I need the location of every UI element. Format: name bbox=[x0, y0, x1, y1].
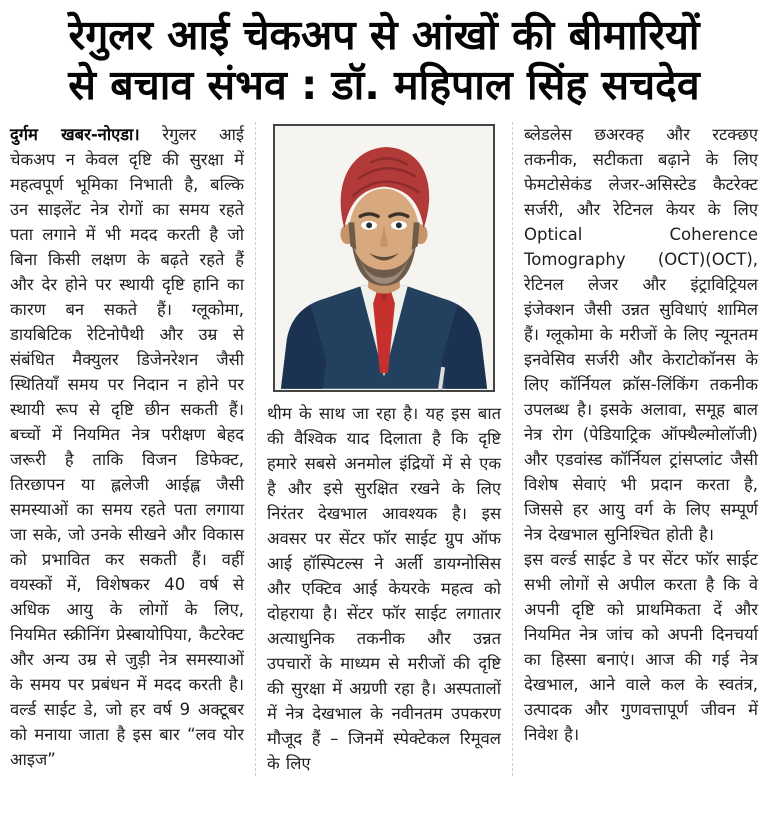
column-left-text: रेगुलर आई चेकअप न केवल दृष्टि की सुरक्षा में महत्वपूर्ण भूमिका निभाती है, बल्कि उन साइलेंट नेत्र रोगों का समय रहते पता लगाने में भी मदद करती है जो बिना किसी लक्षण के बढ़ते रहते हैं और देर होने पर स्थायी दृष्टि हानि का कारण बन सकते हैं। ग्लूकोमा, डायबिटिक रेटिनोपैथी और उम्र से संबंधित मैक्युलर डिजेनरेशन जैसी स्थितियाँ समय पर निदान न होने पर स्थायी रूप से दृष्टि छीन सकती हैं।बच्चों में नियमित नेत्र परीक्षण बेहद जरूरी है ताकि विजन डिफेक्ट, तिरछापन या ह्ललेजी आईह्ल जैसी समस्याओं का समय रहते पता लगाया जा सके, जो उनके सीखने और विकास को प्रभावित कर सकती हैं। वहीं वयस्कों में, विशेषकर 40 वर्ष से अधिक आयु के लोगों के लिए, नियमित स्क्रीनिंग प्रेस्बायोपिया, कैटरेक्ट और अन्य उम्र से जुड़ी नेत्र समस्याओं के समय पर प्रबंधन में मदद करती है।वर्ल्ड साईट डे, जो हर वर्ष 9 अक्टूबर को मनाया जाता है इस बार “लव योर आइज” bbox=[10, 125, 245, 770]
headline-line-2: से बचाव संभव : डॉ. महिपाल सिंह सचदेव bbox=[68, 61, 700, 110]
column-right-paragraph-1: ब्लेडलेस छअरक्ह और रटक्छए तकनीक, सटीकता बढ़ाने के लिए फेमटोसेकंड लेजर-असिस्टेड कैटरेक्ट सर्जरी, और रेटिनल केयर के लिए Optical Coherence Tomography (OCT)(OCT), रेटिनल लेजर और इंट्राविट्रियल इंजेक्शन जैसी उन्नत सुविधाएं शामिल हैं। ग्लूकोमा के मरीजों के लिए न्यूनतम इनवेसिव सर्जरी और केराटोकॉनस के लिए कॉर्नियल क्रॉस-लिंकिंग तकनीक उपलब्ध है। इसके अलावा, समूह बाल नेत्र रोग (पेडियाट्रिक ऑफ्थैल्मोलॉजी) और एडवांस्ड कॉर्नियल ट्रांसप्लांट जैसी विशेष सेवाएं भी प्रदान करता है, जिससे हर आयु वर्ग के लिए सम्पूर्ण नेत्र देखभाल सुनिश्चित होती है। bbox=[524, 125, 758, 545]
column-right bbox=[512, 122, 758, 776]
headline-line-1: रेगुलर आई चेकअप से आंखों की बीमारियों bbox=[68, 11, 700, 59]
column-middle-text: थीम के साथ जा रहा है। यह इस बात की वैश्विक याद दिलाता है कि दृष्टि हमारे सबसे अनमोल इंद्रियों में से एक है और इसे सुरक्षित रखने के लिए निरंतर देखभाल आवश्यक है। इस अवसर पर सेंटर फॉर साईट ग्रुप ऑफ आई हॉस्पिटल्स ने अर्ली डायग्नोसिस और एक्टिव आई केयरके महत्व को दोहराया है। सेंटर फॉर साईट लगातार अत्याधुनिक तकनीक और उन्नत उपचारों के माध्यम से मरीजों की दृष्टि की सुरक्षा में अग्रणी रहा है। अस्पतालों में नेत्र देखभाल के नवीनतम उपकरण मौजूद हैं – जिनमें स्पेक्टेकल रिमूवल के लिए bbox=[267, 404, 501, 774]
portrait-photo bbox=[273, 124, 495, 392]
paragraph-lead bbox=[10, 122, 244, 772]
column-middle bbox=[255, 122, 512, 776]
portrait-illustration bbox=[275, 126, 493, 390]
dateline: दुर्गम खबर-नोएडा। bbox=[10, 125, 140, 145]
right-pupil bbox=[396, 222, 402, 228]
left-pupil bbox=[366, 222, 372, 228]
column-right-paragraph-2: इस वर्ल्ड साईट डे पर सेंटर फॉर साईट सभी लोगों से अपील करता है कि वे अपनी दृष्टि को प्राथमिकता दें और नियमित नेत्र जांच को अपनी दिनचर्या का हिस्सा बनाएं। आज की गई नेत्र देखभाल, आने वाले कल के स्वतंत्र, उत्पादक और गुणवत्तापूर्ण जीवन में निवेश है। bbox=[524, 550, 758, 745]
column-left bbox=[10, 122, 255, 776]
article-headline bbox=[0, 6, 768, 118]
article-columns bbox=[0, 118, 768, 776]
